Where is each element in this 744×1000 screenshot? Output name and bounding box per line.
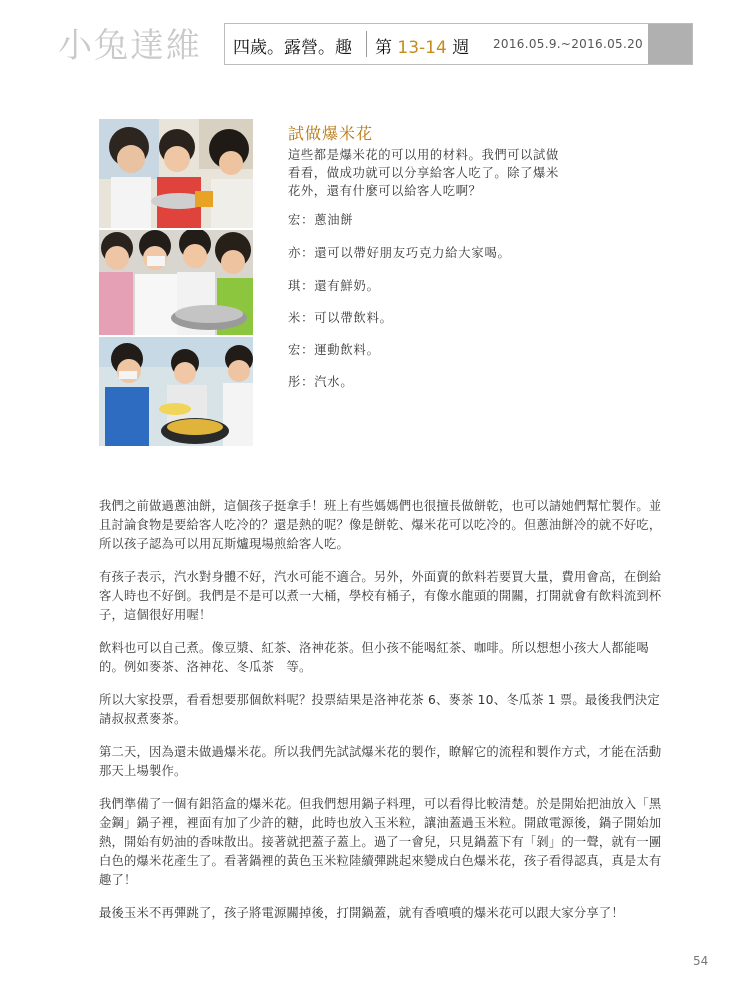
- photo-children-foil-tray: [99, 119, 253, 228]
- week-prefix: 第: [375, 38, 392, 58]
- header-divider: [366, 31, 367, 57]
- intro-paragraph: 這些都是爆米花的可以用的材料。我們可以試做看看，做成功就可以分享給客人吃了。除了爆米花外，還有什麼可以給客人吃啊？: [288, 148, 559, 198]
- dialogue-line: 亦：還可以帶好朋友巧克力給大家喝。: [288, 246, 511, 260]
- body-text: [99, 497, 665, 937]
- photo-children-pot: [99, 230, 253, 335]
- dialogue-line: 米：可以帶飲料。: [288, 311, 393, 325]
- section-title: 試做爆米花: [288, 124, 374, 143]
- body-paragraph: 我們之前做過蔥油餅，這個孩子挺拿手！班上有些媽媽們也很擅長做餅乾，也可以請她們幫忙製作。並且討論食物是要給客人吃冷的？還是熱的呢？像是餅乾、爆米花可以吃冷的。但蔥油餅冷的就不好吃，所以孩子認為可以用瓦斯爐現場煎給客人吃。: [99, 499, 662, 551]
- dialogue-line: 宏：蔥油餅: [288, 213, 354, 227]
- brand-title: 小兔達維: [58, 26, 202, 66]
- body-paragraph: 飲料也可以自己煮。像豆漿、紅茶、洛神花茶。但小孩不能喝紅茶、咖啡。所以想想小孩大人都能喝的。例如麥茶、洛神花、冬瓜茶 等。: [99, 641, 649, 674]
- body-paragraph: 第二天，因為還未做過爆米花。所以我們先試試爆米花的製作，瞭解它的流程和製作方式，才能在活動那天上場製作。: [99, 745, 662, 778]
- page-number: 54: [693, 954, 709, 968]
- body-paragraph: 所以大家投票，看看想要那個飲料呢？投票結果是洛神花茶 6、麥茶 10、冬瓜茶 1 票。最後我們決定請叔叔煮麥茶。: [99, 693, 660, 726]
- photo-column: [99, 119, 253, 448]
- week-label: [375, 33, 469, 58]
- date-range: 2016.05.9.~2016.05.20: [493, 37, 643, 51]
- body-paragraph: 最後玉米不再彈跳了，孩子將電源關掉後，打開鍋蓋，就有香噴噴的爆米花可以跟大家分享了！: [99, 906, 624, 920]
- body-paragraph: 我們準備了一個有鋁箔盒的爆米花。但我們想用鍋子料理，可以看得比較清楚。於是開始把油放入「黑金鋼」鍋子裡，裡面有加了少許的糖，此時也放入玉米粒，讓油蓋過玉米粒。開啟電源後，鍋子開始加熱，開始有奶油的香味散出。接著就把蓋子蓋上。過了一會兒，只見鍋蓋下有「剝」的一聲，就有一團白色的爆米花產生了。看著鍋裡的黃色玉米粒陸續彈跳起來變成白色爆米花，孩子看得認真，真是太有趣了！: [99, 797, 662, 887]
- dialogue-line: 宏：運動飲料。: [288, 343, 380, 357]
- week-suffix: 週: [452, 38, 470, 58]
- body-paragraph: 有孩子表示，汽水對身體不好，汽水可能不適合。另外，外面賣的飲料若要買大量，費用會高，在倒給客人時也不好倒。我們是不是可以煮一大桶，學校有桶子，有像水龍頭的開關，打開就會有飲料流到杯子，這個很好用喔！: [99, 570, 662, 622]
- header-gray-block: [648, 24, 692, 64]
- week-number: 13-14: [397, 38, 447, 58]
- dialogue-line: 彤：汽水。: [288, 375, 354, 389]
- photo-children-popcorn: [99, 337, 253, 446]
- unit-title: 四歲。露營。趣: [233, 38, 352, 58]
- header-bar: [224, 23, 693, 65]
- dialogue-line: 琪：還有鮮奶。: [288, 279, 380, 293]
